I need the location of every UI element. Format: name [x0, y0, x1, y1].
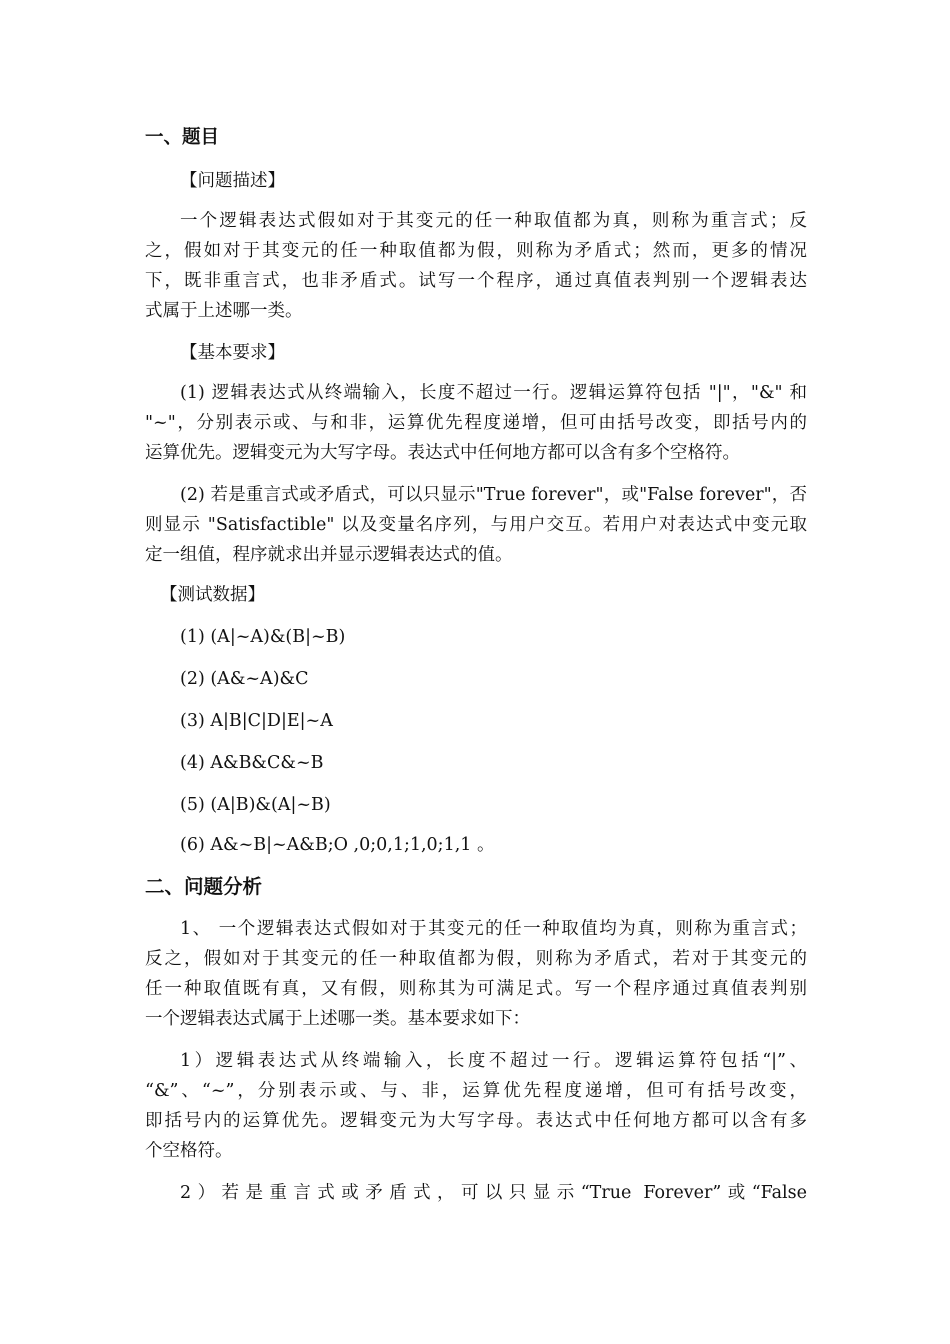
paragraph-line: 定一组值，程序就求出并显示逻辑表达式的值。	[145, 545, 513, 565]
paragraph-line: 一个逻辑表达式属于上述哪一类。基本要求如下：	[145, 1009, 530, 1029]
paragraph-line: 个空格符。	[145, 1141, 233, 1161]
paragraph-line: 则显示 "Satisfactible" 以及变量名序列，与用户交互。若用户对表达式中变元取	[145, 515, 807, 535]
test-data-label: 【测试数据】	[160, 585, 265, 605]
paragraph-line: 1、 一个逻辑表达式假如对于其变元的任一种取值均为真，则称为重言式；	[180, 919, 807, 939]
basic-requirements-label: 【基本要求】	[180, 343, 285, 363]
paragraph-line: “&”、“~”，分别表示或、与、非，运算优先程度递增，但可有括号改变，	[145, 1081, 807, 1101]
paragraph-line: "~"，分别表示或、与和非，运算优先程度递增，但可由括号改变，即括号内的	[145, 413, 807, 433]
test-case: (6) A&~B|~A&B;O ,0;0,1;1,0;1,1 。	[180, 835, 495, 855]
paragraph-line: 即括号内的运算优先。逻辑变元为大写字母。表达式中任何地方都可以含有多	[145, 1111, 807, 1131]
section-title: 二、问题分析	[145, 875, 263, 898]
paragraph-line: 反之，假如对于其变元的任一种取值都为假，则称为矛盾式，若对于其变元的	[145, 949, 807, 969]
test-case: (5) (A|B)&(A|~B)	[180, 795, 331, 815]
paragraph-line: 下，既非重言式，也非矛盾式。试写一个程序，通过真值表判别一个逻辑表达	[145, 271, 807, 291]
paragraph-line: 1）逻辑表达式从终端输入，长度不超过一行。逻辑运算符包括“|”、	[180, 1051, 807, 1071]
test-case: (1) (A|~A)&(B|~B)	[180, 627, 346, 647]
paragraph-line: 之，假如对于其变元的任一种取值都为假，则称为矛盾式；然而，更多的情况	[145, 241, 807, 261]
paragraph-line: 运算优先。逻辑变元为大写字母。表达式中任何地方都可以含有多个空格符。	[145, 443, 740, 463]
test-case: (3) A|B|C|D|E|~A	[180, 711, 333, 731]
paragraph-line: (2) 若是重言式或矛盾式，可以只显示"True forever"，或"False forever"，否	[180, 485, 807, 505]
paragraph-line: (1) 逻辑表达式从终端输入，长度不超过一行。逻辑运算符包括 "|"，"&" 和	[180, 383, 807, 403]
paragraph-line: 式属于上述哪一类。	[145, 301, 303, 321]
section-title: 一、题目	[145, 127, 220, 148]
test-case: (4) A&B&C&~B	[180, 753, 324, 773]
paragraph-line: 一个逻辑表达式假如对于其变元的任一种取值都为真，则称为重言式；反	[180, 211, 807, 231]
paragraph-line: 2）若是重言式或矛盾式，可以只显示“True Forever”或“False	[180, 1183, 807, 1203]
test-case: (2) (A&~A)&C	[180, 669, 309, 689]
problem-description-label: 【问题描述】	[180, 171, 285, 191]
paragraph-line: 任一种取值既有真，又有假，则称其为可满足式。写一个程序通过真值表判别	[145, 979, 807, 999]
